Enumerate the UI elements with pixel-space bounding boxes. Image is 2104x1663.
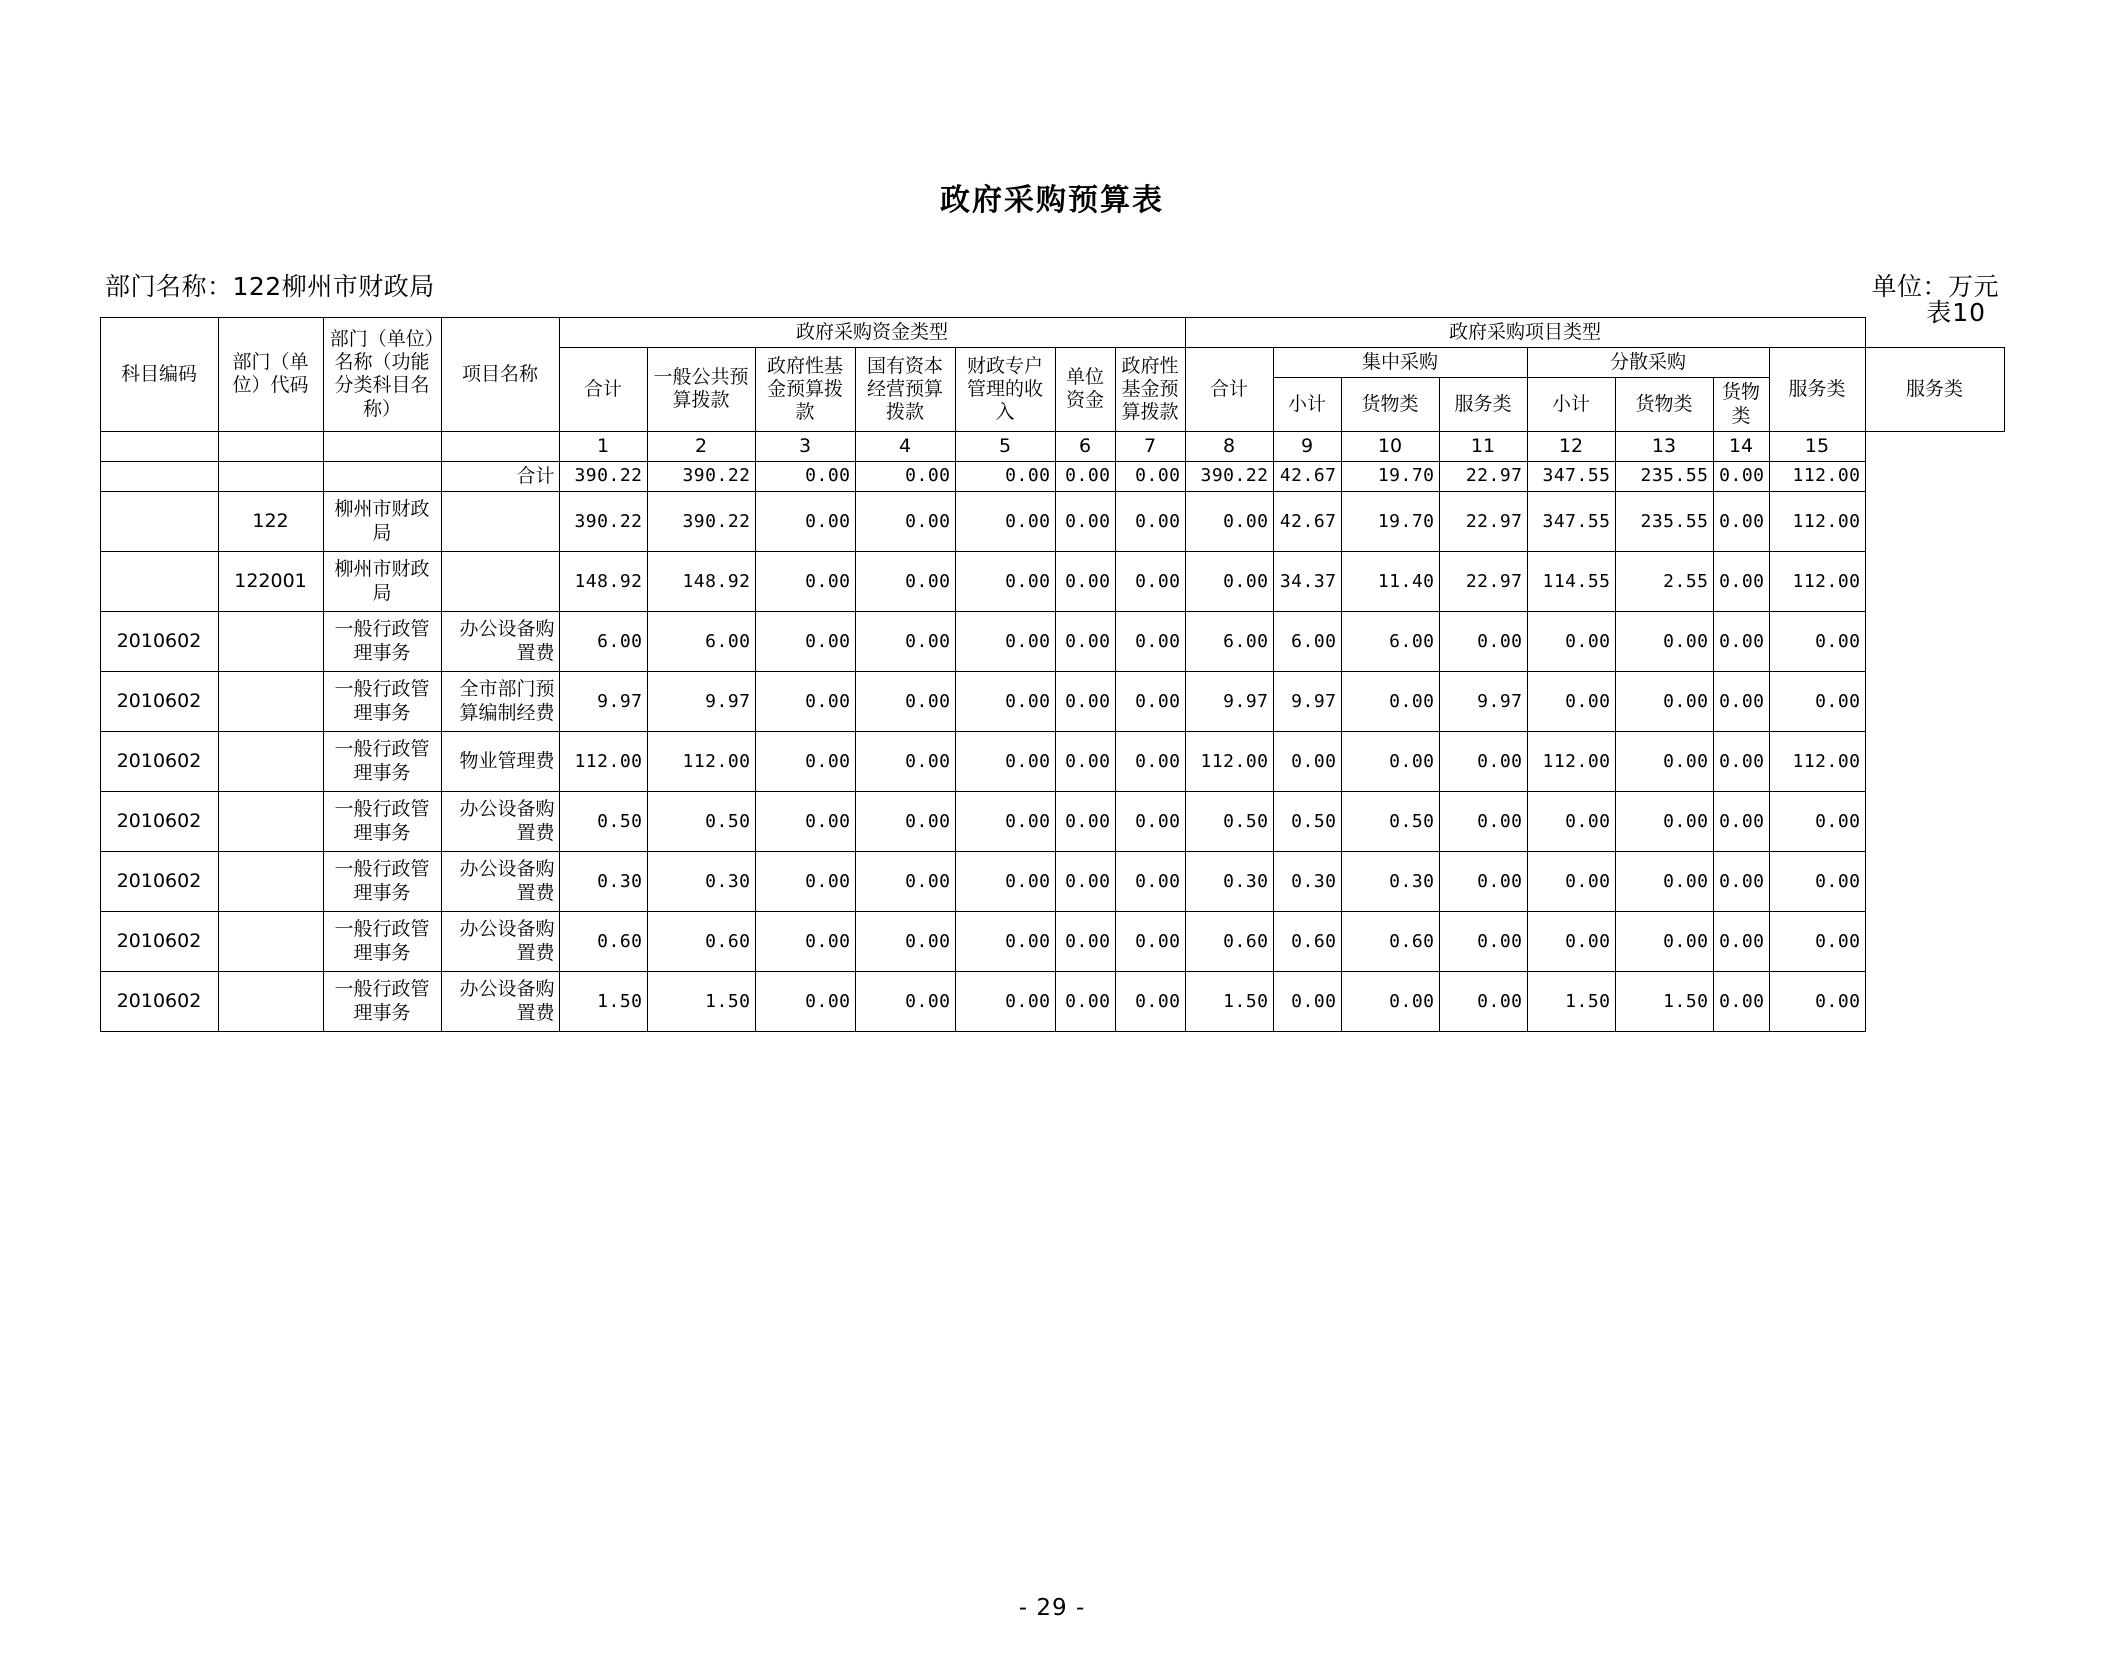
cell-value-7: 0.00: [1115, 732, 1185, 792]
cell-subject-code: [100, 552, 218, 612]
cell-value-12: 112.00: [1527, 732, 1615, 792]
table-row: [100, 792, 2004, 852]
cell-value-11: 0.00: [1439, 792, 1527, 852]
cell-value-3: 0.00: [755, 612, 855, 672]
col-number-13: 13: [1615, 431, 1713, 461]
cell-value-14: 0.00: [1713, 492, 1769, 552]
cell-value-13: 0.00: [1615, 672, 1713, 732]
cell-subject-code: 2010602: [100, 732, 218, 792]
cell-dept-name: 一般行政管理事务: [323, 912, 441, 972]
cell-value-1: 390.22: [559, 492, 647, 552]
cell-subject-code: [100, 492, 218, 552]
cell-value-14: 0.00: [1713, 672, 1769, 732]
cell-dept-name: 一般行政管理事务: [323, 792, 441, 852]
cell-value-7: 0.00: [1115, 912, 1185, 972]
page-footer: - 29 -: [1018, 1595, 1086, 1621]
cell-value-7: 0.00: [1115, 672, 1185, 732]
cell-value-1: 148.92: [559, 552, 647, 612]
cell-value-15: 112.00: [1769, 461, 1865, 491]
col-number-14: 14: [1713, 431, 1769, 461]
col-project-name: 项目名称: [441, 318, 559, 432]
cell-value-10: 0.50: [1341, 792, 1439, 852]
table-row: [100, 612, 2004, 672]
cell-value-12: 0.00: [1527, 672, 1615, 732]
cell-value-8: 112.00: [1185, 732, 1273, 792]
table-row: [100, 972, 2004, 1032]
cell-value-10: 11.40: [1341, 552, 1439, 612]
cell-project-name: 办公设备购置费: [441, 912, 559, 972]
cell-value-15: 0.00: [1769, 792, 1865, 852]
cell-value-4: 0.00: [855, 552, 955, 612]
group-centralized: 集中采购: [1273, 348, 1527, 378]
cell-dept-code: 122001: [218, 552, 323, 612]
cell-value-1: 1.50: [559, 972, 647, 1032]
cell-value-6: 0.00: [1055, 852, 1115, 912]
cell-value-10: 0.60: [1341, 912, 1439, 972]
table-row: [100, 732, 2004, 792]
department-name-label: 部门名称：122柳州市财政局: [105, 272, 435, 301]
cell-value-9: 0.50: [1273, 792, 1341, 852]
cell-project-name: 办公设备购置费: [441, 972, 559, 1032]
col-decentralized-service: 服务类: [1865, 348, 2004, 432]
num-blank-1: [100, 431, 218, 461]
cell-value-12: 1.50: [1527, 972, 1615, 1032]
col-total-fund: 合计: [559, 348, 647, 432]
cell-value-4: 0.00: [855, 792, 955, 852]
cell-value-2: 1.50: [647, 972, 755, 1032]
cell-value-12: 347.55: [1527, 461, 1615, 491]
cell-value-7: 0.00: [1115, 552, 1185, 612]
procurement-budget-table: [100, 317, 2005, 1032]
cell-value-2: 148.92: [647, 552, 755, 612]
num-blank-3: [323, 431, 441, 461]
cell-value-8: 9.97: [1185, 672, 1273, 732]
cell-value-6: 0.00: [1055, 792, 1115, 852]
cell-value-1: 0.30: [559, 852, 647, 912]
cell-value-13: 0.00: [1615, 852, 1713, 912]
cell-value-5: 0.00: [955, 972, 1055, 1032]
cell-value-14: 0.00: [1713, 912, 1769, 972]
cell-value-7: 0.00: [1115, 492, 1185, 552]
col-dept-code: 部门（单位）代码: [218, 318, 323, 432]
col-unit-fund: 单位资金: [1055, 348, 1115, 432]
cell-value-13: 0.00: [1615, 732, 1713, 792]
cell-value-2: 0.60: [647, 912, 755, 972]
cell-value-13: 235.55: [1615, 461, 1713, 491]
cell-value-9: 42.67: [1273, 492, 1341, 552]
cell-value-14: 0.00: [1713, 612, 1769, 672]
header-row-groups: [100, 318, 2004, 348]
cell-value-13: 0.00: [1615, 612, 1713, 672]
table-body: [100, 461, 2004, 1031]
cell-dept-code: [218, 612, 323, 672]
cell-value-8: 0.00: [1185, 492, 1273, 552]
cell-dept-code: [218, 912, 323, 972]
cell-subject-code: [100, 461, 218, 491]
cell-value-12: 114.55: [1527, 552, 1615, 612]
cell-subject-code: 2010602: [100, 612, 218, 672]
cell-value-15: 0.00: [1769, 912, 1865, 972]
cell-value-6: 0.00: [1055, 672, 1115, 732]
cell-value-2: 390.22: [647, 492, 755, 552]
cell-value-8: 0.30: [1185, 852, 1273, 912]
cell-value-6: 0.00: [1055, 461, 1115, 491]
cell-value-2: 6.00: [647, 612, 755, 672]
cell-value-12: 0.00: [1527, 612, 1615, 672]
col-decentralized-subtotal: 小计: [1527, 378, 1615, 431]
cell-value-5: 0.00: [955, 852, 1055, 912]
cell-value-2: 0.30: [647, 852, 755, 912]
cell-value-14: 0.00: [1713, 792, 1769, 852]
cell-value-15: 0.00: [1769, 972, 1865, 1032]
cell-value-14: 0.00: [1713, 461, 1769, 491]
cell-value-9: 9.97: [1273, 672, 1341, 732]
cell-value-15: 0.00: [1769, 852, 1865, 912]
cell-value-4: 0.00: [855, 972, 955, 1032]
cell-value-11: 22.97: [1439, 492, 1527, 552]
cell-value-15: 112.00: [1769, 732, 1865, 792]
cell-value-7: 0.00: [1115, 612, 1185, 672]
cell-dept-name: 一般行政管理事务: [323, 852, 441, 912]
cell-value-1: 0.60: [559, 912, 647, 972]
col-dept-name: 部门（单位）名称（功能分类科目名称）: [323, 318, 441, 432]
cell-value-10: 19.70: [1341, 492, 1439, 552]
col-number-4: 4: [855, 431, 955, 461]
cell-value-11: 9.97: [1439, 672, 1527, 732]
cell-dept-name: 一般行政管理事务: [323, 672, 441, 732]
cell-dept-name: 一般行政管理事务: [323, 732, 441, 792]
col-gov-fund-budget: 政府性基金预算拨款: [755, 348, 855, 432]
col-number-1: 1: [559, 431, 647, 461]
cell-value-5: 0.00: [955, 672, 1055, 732]
cell-value-3: 0.00: [755, 552, 855, 612]
page-title: 政府采购预算表: [940, 183, 1164, 218]
cell-value-6: 0.00: [1055, 612, 1115, 672]
table-row: [100, 492, 2004, 552]
cell-value-10: 0.30: [1341, 852, 1439, 912]
cell-value-7: 0.00: [1115, 852, 1185, 912]
cell-value-6: 0.00: [1055, 912, 1115, 972]
cell-value-10: 6.00: [1341, 612, 1439, 672]
cell-value-10: 0.00: [1341, 732, 1439, 792]
cell-value-5: 0.00: [955, 612, 1055, 672]
col-number-3: 3: [755, 431, 855, 461]
col-decentralized-goods: 货物类: [1615, 378, 1713, 431]
cell-value-8: 1.50: [1185, 972, 1273, 1032]
cell-value-14: 0.00: [1713, 972, 1769, 1032]
cell-value-2: 390.22: [647, 461, 755, 491]
cell-value-9: 0.00: [1273, 732, 1341, 792]
cell-value-2: 0.50: [647, 792, 755, 852]
cell-value-7: 0.00: [1115, 972, 1185, 1032]
cell-value-2: 112.00: [647, 732, 755, 792]
cell-value-3: 0.00: [755, 912, 855, 972]
cell-value-9: 42.67: [1273, 461, 1341, 491]
cell-project-name: 全市部门预算编制经费: [441, 672, 559, 732]
cell-value-11: 0.00: [1439, 852, 1527, 912]
cell-project-name: 办公设备购置费: [441, 852, 559, 912]
cell-project-name: 办公设备购置费: [441, 792, 559, 852]
cell-value-12: 347.55: [1527, 492, 1615, 552]
meta-row: [105, 267, 1999, 303]
group-decentralized: 分散采购: [1527, 348, 1769, 378]
cell-value-7: 0.00: [1115, 792, 1185, 852]
col-fiscal-special-income: 财政专户管理的收入: [955, 348, 1055, 432]
cell-value-11: 0.00: [1439, 612, 1527, 672]
cell-value-10: 0.00: [1341, 672, 1439, 732]
cell-value-4: 0.00: [855, 461, 955, 491]
cell-dept-code: [218, 732, 323, 792]
cell-value-3: 0.00: [755, 492, 855, 552]
cell-dept-name: 柳州市财政局: [323, 552, 441, 612]
cell-value-7: 0.00: [1115, 461, 1185, 491]
col-number-11: 11: [1439, 431, 1527, 461]
col-number-10: 10: [1341, 431, 1439, 461]
col-state-capital-budget: 国有资本经营预算拨款: [855, 348, 955, 432]
cell-value-9: 0.60: [1273, 912, 1341, 972]
cell-value-4: 0.00: [855, 732, 955, 792]
cell-value-14: 0.00: [1713, 732, 1769, 792]
col-number-8: 8: [1185, 431, 1273, 461]
cell-dept-code: [218, 792, 323, 852]
cell-value-5: 0.00: [955, 912, 1055, 972]
col-centralized-service: 服务类: [1439, 378, 1527, 431]
header-row-numbers: [100, 431, 2004, 461]
cell-value-12: 0.00: [1527, 792, 1615, 852]
cell-dept-name: 一般行政管理事务: [323, 972, 441, 1032]
cell-value-8: 0.00: [1185, 552, 1273, 612]
group-fund-type: 政府采购资金类型: [559, 318, 1185, 348]
cell-dept-name: 柳州市财政局: [323, 492, 441, 552]
cell-subject-code: 2010602: [100, 972, 218, 1032]
cell-value-1: 9.97: [559, 672, 647, 732]
table-row: [100, 852, 2004, 912]
cell-value-3: 0.00: [755, 672, 855, 732]
col-centralized-goods: 货物类: [1341, 378, 1439, 431]
cell-subject-code: 2010602: [100, 912, 218, 972]
cell-dept-code: [218, 461, 323, 491]
cell-value-13: 0.00: [1615, 912, 1713, 972]
cell-value-13: 0.00: [1615, 792, 1713, 852]
cell-value-13: 235.55: [1615, 492, 1713, 552]
cell-value-4: 0.00: [855, 912, 955, 972]
cell-value-3: 0.00: [755, 732, 855, 792]
cell-value-5: 0.00: [955, 461, 1055, 491]
cell-value-6: 0.00: [1055, 492, 1115, 552]
cell-value-1: 390.22: [559, 461, 647, 491]
cell-value-11: 0.00: [1439, 732, 1527, 792]
cell-dept-name: 一般行政管理事务: [323, 612, 441, 672]
col-gov-fund-budget-2: 政府性基金预算拨款: [1115, 348, 1185, 432]
cell-value-13: 2.55: [1615, 552, 1713, 612]
col-project-total: 合计: [1185, 348, 1273, 432]
cell-value-11: 22.97: [1439, 552, 1527, 612]
cell-value-9: 6.00: [1273, 612, 1341, 672]
cell-value-11: 0.00: [1439, 972, 1527, 1032]
cell-value-6: 0.00: [1055, 732, 1115, 792]
cell-subject-code: 2010602: [100, 792, 218, 852]
cell-value-11: 22.97: [1439, 461, 1527, 491]
cell-value-15: 112.00: [1769, 552, 1865, 612]
col-number-5: 5: [955, 431, 1055, 461]
cell-project-name: [441, 552, 559, 612]
cell-value-6: 0.00: [1055, 552, 1115, 612]
cell-dept-code: 122: [218, 492, 323, 552]
cell-dept-code: [218, 672, 323, 732]
cell-project-name: 办公设备购置费: [441, 612, 559, 672]
cell-value-15: 112.00: [1769, 492, 1865, 552]
cell-value-6: 0.00: [1055, 972, 1115, 1032]
col-number-7: 7: [1115, 431, 1185, 461]
cell-value-8: 390.22: [1185, 461, 1273, 491]
cell-value-4: 0.00: [855, 672, 955, 732]
cell-dept-name: [323, 461, 441, 491]
col-number-9: 9: [1273, 431, 1341, 461]
col-decentralized-goods-2: 货物类: [1713, 378, 1769, 431]
cell-project-name: [441, 492, 559, 552]
cell-value-4: 0.00: [855, 612, 955, 672]
cell-value-5: 0.00: [955, 492, 1055, 552]
cell-value-13: 1.50: [1615, 972, 1713, 1032]
cell-value-15: 0.00: [1769, 672, 1865, 732]
cell-value-1: 6.00: [559, 612, 647, 672]
cell-dept-code: [218, 852, 323, 912]
cell-value-9: 0.30: [1273, 852, 1341, 912]
col-subject-code: 科目编码: [100, 318, 218, 432]
cell-value-1: 0.50: [559, 792, 647, 852]
col-number-15: 15: [1769, 431, 1865, 461]
col-number-2: 2: [647, 431, 755, 461]
table-row: [100, 461, 2004, 491]
cell-value-14: 0.00: [1713, 552, 1769, 612]
form-number-label: 表10: [1926, 298, 1986, 327]
cell-value-2: 9.97: [647, 672, 755, 732]
col-decentralized-service-break: 服务类: [1769, 348, 1865, 432]
cell-project-name: 物业管理费: [441, 732, 559, 792]
cell-value-10: 0.00: [1341, 972, 1439, 1032]
document-page: [0, 175, 2104, 1663]
unit-label: 单位：万元: [1871, 272, 1999, 301]
cell-value-5: 0.00: [955, 552, 1055, 612]
cell-value-8: 6.00: [1185, 612, 1273, 672]
table-row: [100, 912, 2004, 972]
table-row: [100, 552, 2004, 612]
cell-value-8: 0.50: [1185, 792, 1273, 852]
cell-value-8: 0.60: [1185, 912, 1273, 972]
cell-subject-code: 2010602: [100, 672, 218, 732]
cell-project-name: 合计: [441, 461, 559, 491]
cell-value-12: 0.00: [1527, 852, 1615, 912]
cell-value-11: 0.00: [1439, 912, 1527, 972]
cell-value-4: 0.00: [855, 492, 955, 552]
col-number-6: 6: [1055, 431, 1115, 461]
table-row: [100, 672, 2004, 732]
cell-value-9: 34.37: [1273, 552, 1341, 612]
group-project-type: 政府采购项目类型: [1185, 318, 1865, 348]
cell-value-5: 0.00: [955, 792, 1055, 852]
num-blank-4: [441, 431, 559, 461]
cell-value-3: 0.00: [755, 792, 855, 852]
cell-value-3: 0.00: [755, 461, 855, 491]
cell-value-3: 0.00: [755, 852, 855, 912]
cell-value-12: 0.00: [1527, 912, 1615, 972]
cell-value-9: 0.00: [1273, 972, 1341, 1032]
cell-value-4: 0.00: [855, 852, 955, 912]
col-centralized-subtotal: 小计: [1273, 378, 1341, 431]
cell-value-1: 112.00: [559, 732, 647, 792]
cell-value-3: 0.00: [755, 972, 855, 1032]
cell-subject-code: 2010602: [100, 852, 218, 912]
num-blank-2: [218, 431, 323, 461]
col-general-public-budget: 一般公共预算拨款: [647, 348, 755, 432]
cell-value-14: 0.00: [1713, 852, 1769, 912]
cell-value-5: 0.00: [955, 732, 1055, 792]
cell-value-10: 19.70: [1341, 461, 1439, 491]
col-number-12: 12: [1527, 431, 1615, 461]
cell-value-15: 0.00: [1769, 612, 1865, 672]
cell-dept-code: [218, 972, 323, 1032]
